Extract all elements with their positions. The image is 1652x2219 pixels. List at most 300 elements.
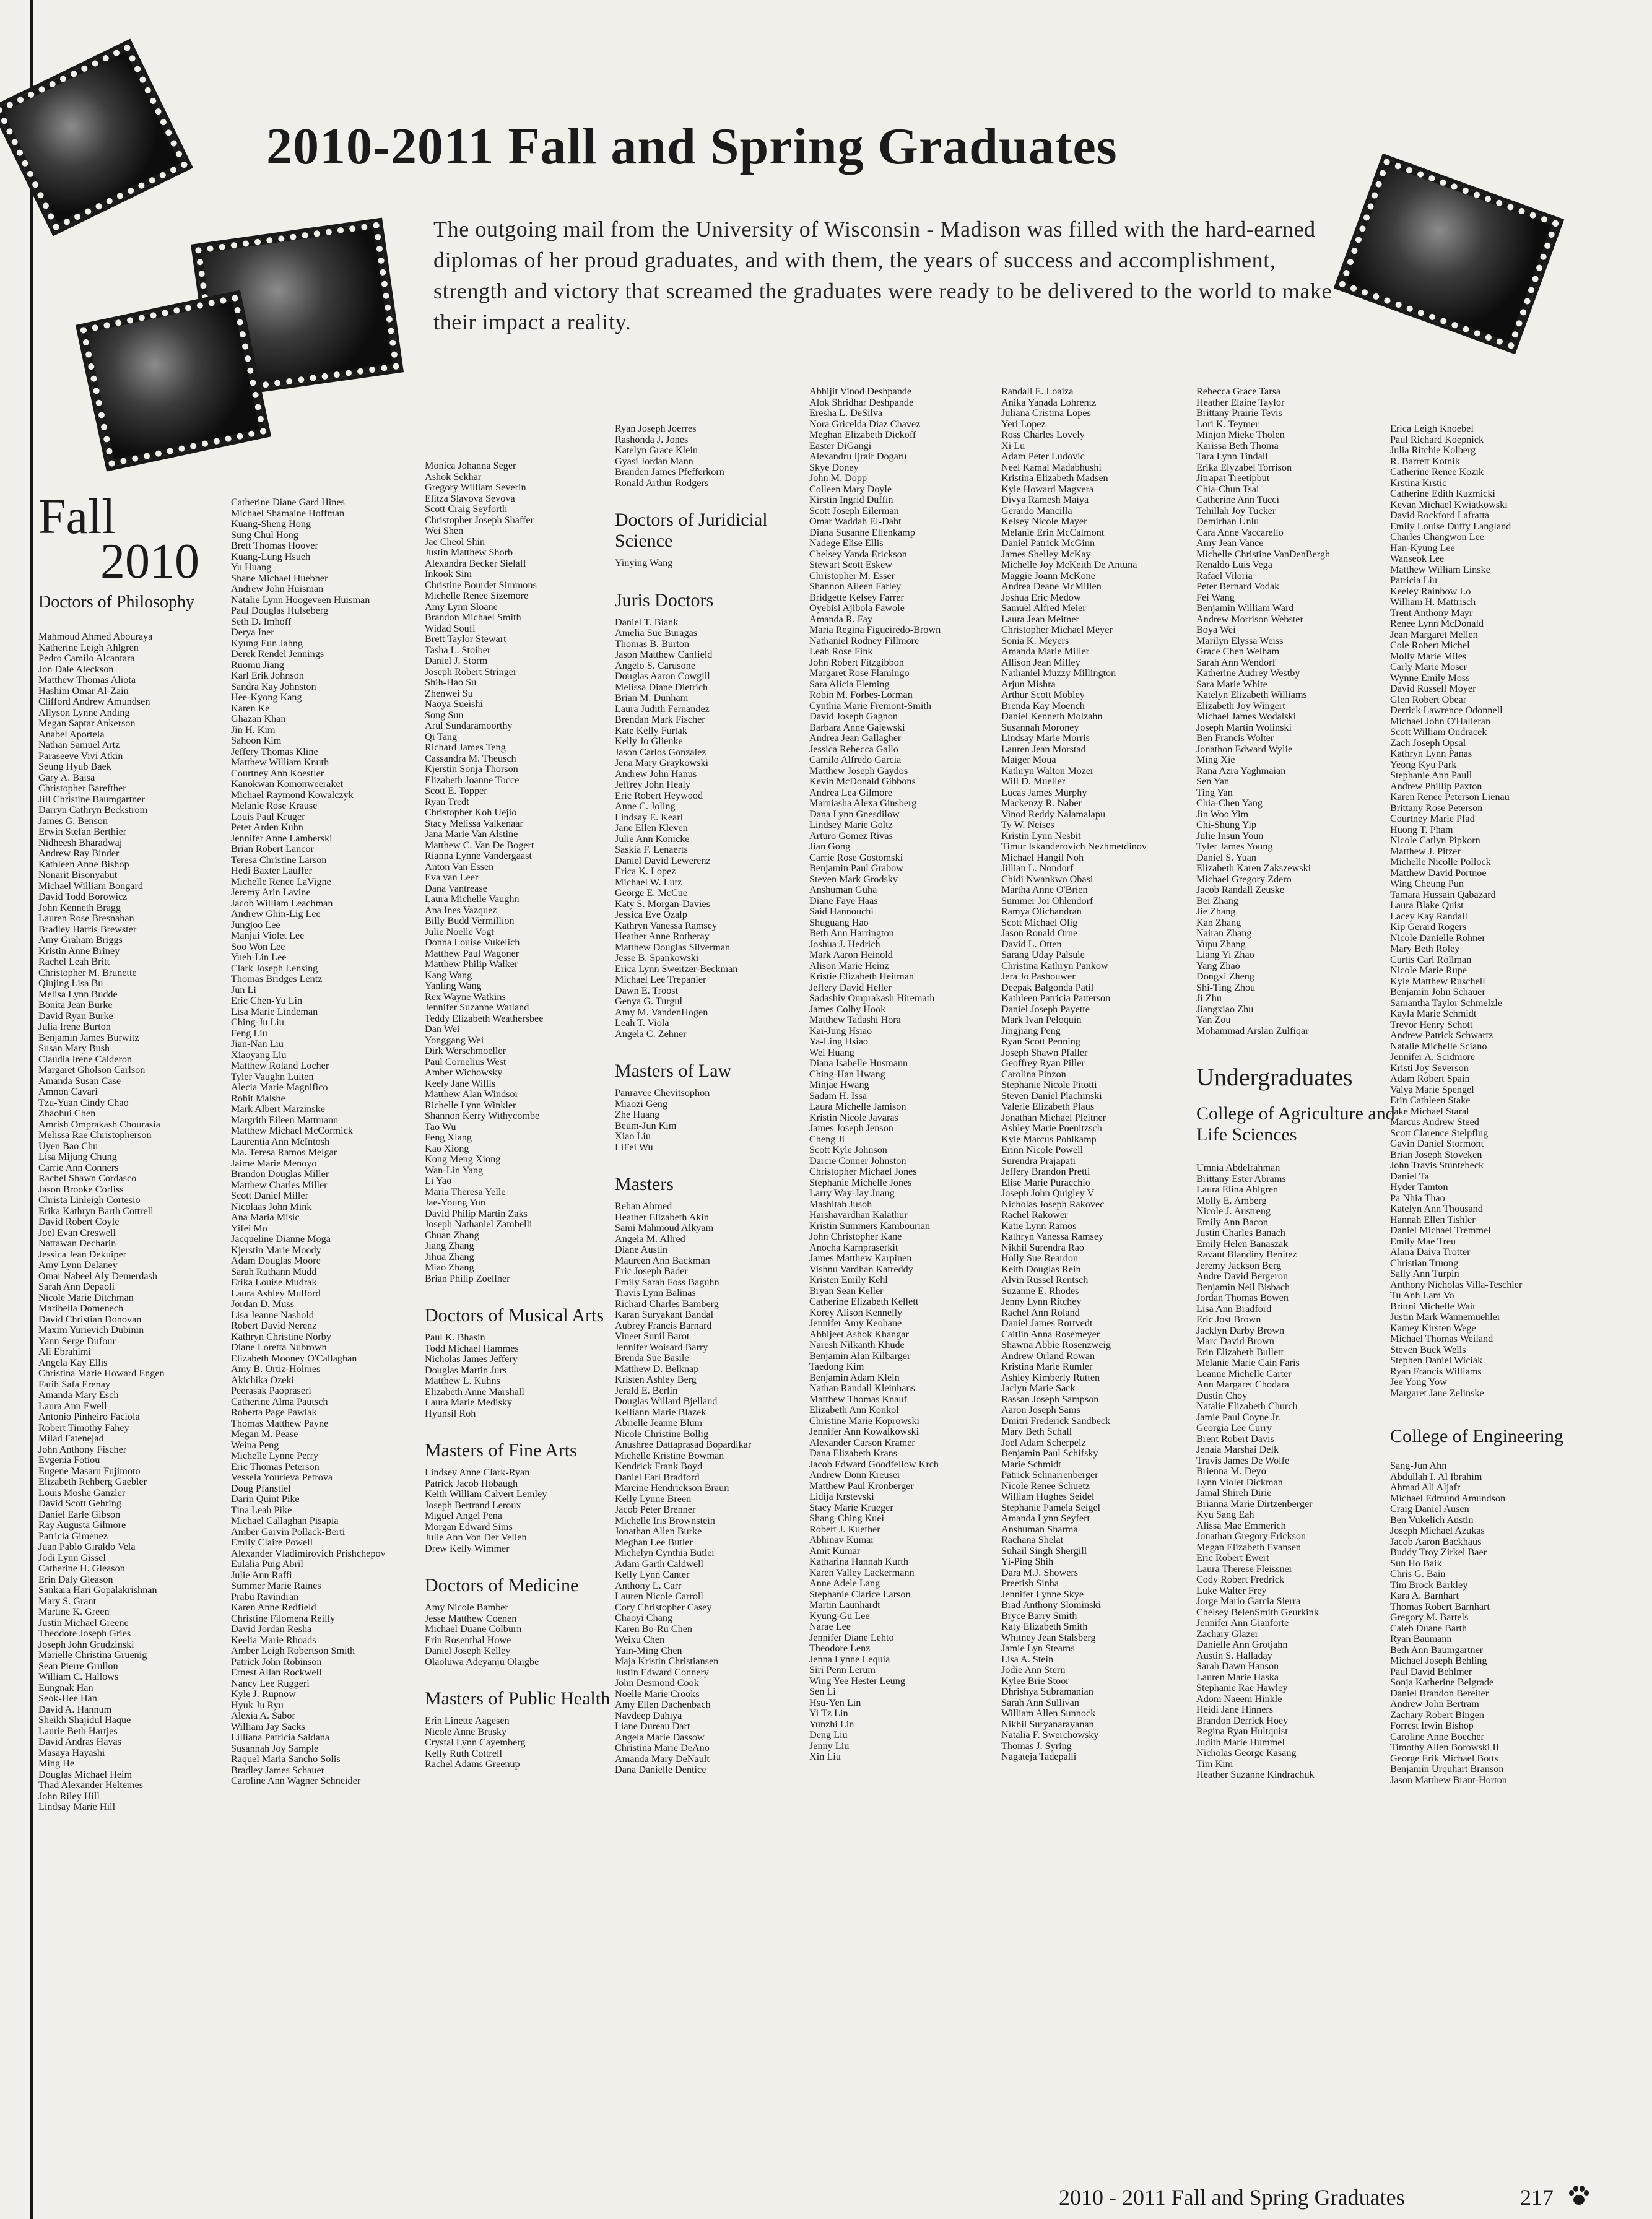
graduate-name: Nonarit Bisonyabut	[38, 869, 118, 880]
graduate-name: Samuel Alfred Meier	[1001, 602, 1086, 614]
graduate-name: Kathryn Walton Mozer	[1001, 765, 1094, 776]
graduate-name: Doug Pfanstiel	[231, 1482, 291, 1494]
graduate-name: Xiaoyang Liu	[231, 1049, 287, 1061]
graduate-name: Jesse Matthew Coenen	[425, 1612, 517, 1624]
graduate-name: David Rockford Lafratta	[1390, 510, 1490, 521]
graduate-name: Keith William Calvert Lemley	[425, 1488, 547, 1500]
graduate-name: Dana Lynn Gnesdilow	[809, 808, 900, 820]
graduate-name: Jodi Lynn Gissel	[38, 1552, 106, 1563]
page-spine-rule	[30, 0, 33, 2219]
graduate-name: Laurie Beth Hartjes	[38, 1725, 118, 1737]
graduate-name: Karan Suryakant Bandal	[615, 1309, 714, 1320]
graduate-name: Angela M. Allred	[615, 1233, 685, 1244]
graduate-name: Rehan Ahmed	[615, 1201, 672, 1212]
graduate-name: Yi Tz Lin	[809, 1708, 848, 1719]
graduate-name: John Anthony Fischer	[38, 1443, 127, 1455]
graduate-name: Derek Rendel Jennings	[231, 648, 324, 659]
graduate-name: Kristin Summers Kambourian	[809, 1220, 931, 1231]
graduate-name: Keely Jane Willis	[425, 1077, 496, 1089]
name-list	[231, 497, 386, 1787]
heading-masters-of-law: Masters of Law	[615, 1061, 732, 1081]
graduate-name: Amanda Susan Case	[38, 1075, 121, 1087]
graduate-name: Kuang-Sheng Hong	[231, 518, 311, 529]
graduate-name: Kyle Marcus Pohlkamp	[1001, 1133, 1097, 1145]
graduate-name: Amanda Lynn Seyfert	[1001, 1513, 1090, 1524]
graduate-name: Marie Schmidt	[1001, 1458, 1061, 1470]
graduate-name: Maja Kristin Christiansen	[615, 1656, 719, 1667]
graduate-name: Arturo Gomez Rivas	[809, 830, 893, 841]
heading-agriculture-life-sciences: College of Agriculture and Life Sciences	[1196, 1103, 1395, 1145]
graduate-name: Thomas Matthew Payne	[231, 1417, 329, 1429]
graduate-name: Leah T. Viola	[615, 1017, 669, 1028]
graduate-name: Branden James Pfefferkorn	[615, 466, 724, 477]
graduate-name: Noelle Marie Crooks	[615, 1688, 700, 1700]
graduate-name: Kamey Kirsten Wege	[1390, 1322, 1476, 1334]
graduate-name: William Jay Sacks	[231, 1721, 305, 1732]
name-list	[615, 1201, 770, 1776]
graduate-name: Wing Yee Hester Leung	[809, 1675, 905, 1687]
graduate-name: Teddy Elizabeth Weathersbee	[425, 1012, 544, 1024]
graduate-name: Lauren Marie Haska	[1196, 1671, 1279, 1683]
graduate-name: Ben Francis Wolter	[1196, 732, 1274, 744]
graduate-name: David Philip Martin Zaks	[425, 1207, 528, 1219]
graduate-name: Summer Joi Ohlendorf	[1001, 895, 1093, 906]
graduate-name: Jin Woo Yim	[1196, 808, 1249, 820]
graduate-name: Catherine Renee Kozik	[1390, 466, 1484, 477]
graduate-name: Juan Pablo Giraldo Vela	[38, 1541, 136, 1552]
graduate-name: Stacy Melissa Valkenaar	[425, 817, 523, 829]
graduate-name: Jeremy Arin Lavine	[231, 887, 311, 898]
graduate-name: Ramya Olichandran	[1001, 906, 1082, 917]
graduate-name: Erica Leigh Knoebel	[1390, 423, 1474, 434]
graduate-name: Michelle Renee LaVigne	[231, 875, 331, 887]
graduate-name: Daniel S. Yuan	[1196, 851, 1256, 863]
graduate-name: Cara Anne Vaccarello	[1196, 526, 1284, 538]
graduate-name: Kip Gerard Rogers	[1390, 921, 1467, 932]
graduate-name: Angela Marie Dassow	[615, 1731, 705, 1743]
graduate-name: Drew Kelly Wimmer	[425, 1542, 510, 1554]
graduate-name: James Colby Hook	[809, 1003, 886, 1015]
graduate-name: Song Sun	[425, 709, 464, 721]
graduate-name: David Jordan Resha	[231, 1623, 312, 1635]
graduate-name: Sen Yan	[1196, 776, 1230, 787]
graduate-name: Minjon Mieke Tholen	[1196, 429, 1285, 440]
graduate-name: Rianna Lynne Vandergaast	[425, 850, 532, 861]
graduate-name: Justin Mark Wannemuehler	[1390, 1311, 1501, 1322]
graduate-name: Justin Edward Connery	[615, 1666, 709, 1678]
graduate-name: Joseph Martin Wolinski	[1196, 721, 1292, 733]
graduate-name: Patrick Jacob Hobaugh	[425, 1477, 518, 1489]
graduate-name: Skye Doney	[809, 461, 859, 473]
graduate-name: Ryan Baumann	[1390, 1633, 1452, 1644]
graduate-name: Nicole Marie Ditchman	[38, 1292, 134, 1303]
graduate-name: Lindsey Anne Clark-Ryan	[425, 1467, 530, 1478]
graduate-name: Christopher Koh Uejio	[425, 807, 517, 818]
graduate-name: Lisa Marie Lindeman	[231, 1005, 318, 1017]
graduate-name: Julia Irene Burton	[38, 1021, 111, 1032]
graduate-name: Teresa Christine Larson	[231, 854, 327, 866]
graduate-name: Michelle Iris Brownstein	[615, 1514, 715, 1526]
graduate-name: Siri Penn Lerum	[809, 1664, 876, 1675]
graduate-name: Jorge Mario Garcia Sierra	[1196, 1596, 1301, 1607]
graduate-name: Kyung-Gu Lee	[809, 1610, 870, 1622]
graduate-name: Georgia Lee Curry	[1196, 1422, 1272, 1433]
graduate-name: Michael Hangil Noh	[1001, 851, 1084, 863]
graduate-name: John Riley Hill	[38, 1790, 100, 1802]
graduate-name: Jacklyn Darby Brown	[1196, 1324, 1285, 1336]
graduate-name: Tyler James Young	[1196, 841, 1273, 852]
graduate-name: Matthew William Knuth	[231, 757, 329, 768]
graduate-name: Yu Huang	[231, 562, 272, 573]
graduate-name: Bonita Jean Burke	[38, 999, 113, 1010]
graduate-name: Ma. Teresa Ramos Melgar	[231, 1147, 337, 1158]
graduate-name: Nathaniel Rodney Fillmore	[809, 635, 919, 646]
graduate-name: Stewart Scott Eskew	[809, 559, 892, 570]
graduate-name: Jessica Jean Dekuiper	[38, 1248, 127, 1260]
graduate-name: Douglas Willard Bjelland	[615, 1396, 718, 1407]
graduate-name: Mohammad Arslan Zulfiqar	[1196, 1025, 1309, 1036]
graduate-name: Michael William Bongard	[38, 880, 143, 892]
graduate-name: Adam Peter Ludovic	[1001, 451, 1085, 462]
graduate-name: Jenny Liu	[809, 1740, 850, 1752]
graduate-name: Christopher Barefther	[38, 783, 126, 794]
graduate-name: Jae Cheol Shin	[425, 536, 485, 547]
name-list	[615, 1088, 770, 1153]
graduate-name: Peerasak Paopraserí	[231, 1385, 311, 1396]
graduate-name: Megan Elizabeth Evansen	[1196, 1541, 1302, 1553]
graduate-name: Erin Daly Gleason	[38, 1573, 113, 1585]
column-7	[1196, 386, 1401, 1781]
graduate-name: Christopher Joseph Shaffer	[425, 514, 534, 526]
graduate-name: Preetish Sinha	[1001, 1578, 1059, 1589]
graduate-name: Michelle Lynne Perry	[231, 1450, 319, 1461]
graduate-name: Feng Xiang	[425, 1132, 472, 1143]
graduate-name: Ashley Marie Poenitzsch	[1001, 1123, 1102, 1134]
graduate-name: Nicolaas John Mink	[231, 1201, 312, 1212]
graduate-name: Benjamin Paul Grabow	[809, 862, 903, 874]
graduate-name: Shi-Ting Zhou	[1196, 981, 1256, 993]
graduate-name: Anton Van Essen	[425, 861, 494, 872]
graduate-name: Christopher M. Esser	[809, 570, 895, 581]
column-4	[615, 423, 770, 1776]
graduate-name: Dawn E. Troost	[615, 984, 679, 996]
graduate-name: Erica Lynn Sweitzer-Beckman	[615, 963, 738, 975]
graduate-name: Meghan Lee Butler	[615, 1536, 693, 1548]
graduate-name: Beth Ann Baumgartner	[1390, 1644, 1484, 1656]
graduate-name: Dongxi Zheng	[1196, 971, 1254, 982]
graduate-name: Deepak Balgonda Patil	[1001, 981, 1094, 993]
graduate-name: Stephanie Rae Hawley	[1196, 1682, 1288, 1693]
graduate-name: Joseph Nathaniel Zambelli	[425, 1218, 533, 1230]
graduate-name: Dara M.J. Showers	[1001, 1566, 1079, 1578]
graduate-name: Jian-Nan Liu	[231, 1038, 284, 1049]
graduate-name: Daniel Earle Gibson	[38, 1508, 121, 1520]
graduate-name: Lindsay Marie Hill	[38, 1801, 116, 1812]
graduate-name: Justin Matthew Shorb	[425, 547, 513, 558]
graduate-name: Marielle Christina Gruenig	[38, 1649, 147, 1661]
graduate-name: John M. Dopp	[809, 472, 867, 484]
graduate-name: Lacey Kay Randall	[1390, 910, 1467, 922]
graduate-name: Scott Daniel Miller	[231, 1190, 308, 1201]
graduate-name: Amnon Cavari	[38, 1086, 98, 1097]
graduate-name: Julie Ann Konicke	[615, 833, 690, 845]
graduate-name: Elizabeth Joy Wingert	[1196, 700, 1285, 711]
graduate-name: Liang Yi Zhao	[1196, 949, 1254, 960]
graduate-name: Nathan Randall Kleinhans	[809, 1383, 915, 1394]
graduate-name: Eric Robert Heywood	[615, 789, 703, 801]
graduate-name: Diane Loretta Nubrown	[231, 1342, 327, 1353]
graduate-name: Ting Yan	[1196, 786, 1233, 798]
graduate-name: Kyle Howard Magvera	[1001, 483, 1094, 495]
graduate-name: Kelly Ruth Cottrell	[425, 1747, 502, 1759]
graduate-name: Ray Augusta Gilmore	[38, 1519, 126, 1531]
graduate-name: Daniel T. Biank	[615, 616, 679, 628]
photo-stamp-commencement	[1338, 158, 1559, 349]
graduate-name: Prabu Ravindran	[231, 1591, 299, 1602]
graduate-name: Taedong Kim	[809, 1361, 864, 1372]
graduate-name: Yeong Kyu Park	[1390, 758, 1457, 770]
graduate-name: Hyunsil Roh	[425, 1407, 476, 1419]
graduate-name: Matthew Alan Windsor	[425, 1088, 519, 1100]
graduate-name: Masaya Hayashi	[38, 1747, 105, 1758]
graduate-name: Thomas B. Burton	[615, 638, 690, 649]
graduate-name: Adam Douglas Moore	[231, 1255, 321, 1266]
graduate-name: Kara A. Barnhart	[1390, 1590, 1459, 1601]
graduate-name: Angela C. Zehner	[615, 1028, 687, 1040]
graduate-name: Molly Marie Miles	[1390, 650, 1467, 662]
graduate-name: Samantha Taylor Schmelzle	[1390, 997, 1503, 1009]
graduate-name: Wing Cheung Pun	[1390, 878, 1464, 889]
graduate-name: Emily Sarah Foss Baguhn	[615, 1276, 719, 1288]
graduate-name: Katelyn Ann Thousand	[1390, 1203, 1483, 1214]
graduate-name: Jeffery Thomas Kline	[231, 745, 318, 757]
graduate-name: Amelia Sue Buragas	[615, 627, 698, 638]
graduate-name: Gregory William Severin	[425, 482, 526, 493]
graduate-name: Theodore Lenz	[809, 1643, 871, 1654]
paw-print-icon	[1567, 2183, 1591, 2208]
graduate-name: Zhe Huang	[615, 1109, 660, 1120]
graduate-name: Jennifer Ann Kowalkowski	[809, 1426, 919, 1437]
graduate-name: Tina Leah Pike	[231, 1504, 292, 1516]
graduate-name: Michelle Kristine Bowman	[615, 1449, 724, 1461]
graduate-name: Amanda Mary Esch	[38, 1389, 119, 1400]
graduate-name: Jamie Paul Coyne Jr.	[1196, 1411, 1280, 1423]
graduate-name: Justin Charles Banach	[1196, 1227, 1285, 1238]
graduate-name: Jacqueline Dianne Moga	[231, 1233, 331, 1244]
graduate-name: Michael Raymond Kowalczyk	[231, 789, 354, 801]
graduate-name: Laura Elina Ahlgren	[1196, 1184, 1279, 1195]
graduate-name: Andrew Ray Binder	[38, 848, 120, 859]
graduate-name: Amber Garvin Pollack-Berti	[231, 1526, 346, 1537]
graduate-name: Matthew Roland Locher	[231, 1060, 329, 1071]
graduate-name: Wan-Lin Yang	[425, 1164, 484, 1176]
graduate-name: Zach Joseph Opsal	[1390, 737, 1466, 749]
graduate-name: Will D. Mueller	[1001, 776, 1066, 787]
graduate-name: Christina Kathryn Pankow	[1001, 960, 1108, 971]
graduate-name: Dmitri Frederick Sandbeck	[1001, 1415, 1111, 1426]
graduate-name: Alexander Vladimirovich Prishchepov	[231, 1547, 386, 1559]
graduate-name: Grace Chen Welham	[1196, 646, 1280, 657]
graduate-name: Michelle Christine VanDenBergh	[1196, 548, 1331, 560]
graduate-name: Gregory M. Bartels	[1390, 1612, 1469, 1623]
graduate-name: Martine K. Green	[38, 1606, 110, 1617]
graduate-name: Shih-Hao Su	[425, 677, 477, 688]
graduate-name: Matthew Paul Kronberger	[809, 1480, 914, 1492]
graduate-name: Nicole Catlyn Pipkorn	[1390, 835, 1480, 846]
graduate-name: Austin S. Halladay	[1196, 1649, 1272, 1661]
graduate-name: Lori K. Teymer	[1196, 418, 1259, 430]
graduate-name: Patricia Liu	[1390, 575, 1437, 586]
graduate-name: Angelo S. Carusone	[615, 659, 695, 671]
graduate-name: Ji Zhu	[1196, 992, 1222, 1004]
graduate-name: Dirk Werschmoeller	[425, 1045, 506, 1056]
graduate-name: Hedi Baxter Lauffer	[231, 865, 312, 876]
graduate-name: Tim Kim	[1196, 1758, 1233, 1770]
graduate-name: Joseph John Grudzinski	[38, 1638, 134, 1650]
graduate-name: Andrew Donn Kreuser	[809, 1469, 901, 1480]
graduate-name: Forrest Irwin Bishop	[1390, 1720, 1474, 1731]
graduate-name: Melissa Rae Christopherson	[38, 1129, 152, 1140]
graduate-name: Evgenia Fotiou	[38, 1454, 100, 1466]
graduate-name: Daniel Ta	[1390, 1170, 1429, 1182]
graduate-name: Easter DiGangi	[809, 440, 872, 451]
graduate-name: Brianna Marie Dirtzenberger	[1196, 1498, 1313, 1509]
name-list	[1001, 386, 1147, 1763]
graduate-name: Cody Robert Fredrick	[1196, 1574, 1285, 1585]
graduate-name: Elise Marie Puracchio	[1001, 1176, 1090, 1188]
graduate-name: Erwin Stefan Berthier	[38, 826, 127, 837]
graduate-name: Clifford Andrew Amundsen	[38, 696, 150, 707]
graduate-name: Natalie Elizabeth Church	[1196, 1400, 1298, 1412]
graduate-name: Kendrick Frank Boyd	[615, 1461, 703, 1472]
graduate-name: Benjamin Paul Schifsky	[1001, 1448, 1098, 1459]
graduate-name: Robert David Nerenz	[231, 1320, 317, 1331]
graduate-name: Camilo Alfredo Garcia	[809, 754, 902, 765]
graduate-name: Michael Gregory Zdero	[1196, 873, 1292, 885]
graduate-name: Navdeep Dahiya	[615, 1709, 682, 1721]
graduate-name: Maureen Ann Backman	[615, 1254, 710, 1266]
graduate-name: Liane Dureau Dart	[615, 1721, 690, 1732]
graduate-name: Thomas Bridges Lentz	[231, 973, 323, 984]
name-list	[425, 1467, 610, 1554]
graduate-name: Darcie Conner Johnston	[809, 1155, 906, 1166]
graduate-name: Wanseok Lee	[1390, 553, 1445, 564]
graduate-name: Yunzhi Lin	[809, 1718, 854, 1730]
graduate-name: Sen Li	[809, 1686, 836, 1697]
graduate-name: Eric Robert Ewert	[1196, 1552, 1269, 1563]
graduate-name: Jillian L. Nondorf	[1001, 862, 1074, 874]
graduate-name: Brian Joseph Stoveken	[1390, 1149, 1482, 1160]
graduate-name: Cole Robert Michel	[1390, 640, 1470, 651]
graduate-name: Katie Lynn Ramos	[1001, 1220, 1077, 1231]
name-list	[425, 461, 610, 1284]
graduate-name: Katelyn Elizabeth Williams	[1196, 689, 1307, 700]
graduate-name: Michael Edmund Amundson	[1390, 1492, 1506, 1504]
graduate-name: Daniel Earl Bradford	[615, 1471, 700, 1483]
graduate-name: Katherine Leigh Ahlgren	[38, 641, 139, 653]
graduate-name: Matthew Douglas Silverman	[615, 941, 731, 953]
graduate-name: Kayla Marie Schmidt	[1390, 1008, 1477, 1019]
graduate-name: Catherine Alma Pautsch	[231, 1396, 328, 1407]
graduate-name: George Erik Michael Botts	[1390, 1752, 1498, 1764]
graduate-name: David Andras Havas	[38, 1736, 121, 1747]
graduate-name: Julia Ritchie Kolberg	[1390, 445, 1476, 456]
graduate-name: Wei Shen	[425, 525, 464, 536]
graduate-name: Kelliann Marie Blazek	[615, 1406, 706, 1418]
graduate-name: Heidi Jane Hinners	[1196, 1704, 1274, 1715]
graduate-name: Douglas Aaron Cowgill	[615, 671, 710, 682]
graduate-name: Derya Iner	[231, 627, 274, 638]
graduate-name: Natalie Lynn Hoogeveen Huisman	[231, 594, 370, 606]
graduate-name: Nathan Samuel Artz	[38, 739, 120, 750]
graduate-name: Emily Helen Banaszak	[1196, 1238, 1289, 1249]
graduate-name: Jie Zhang	[1196, 906, 1236, 917]
graduate-name: William Hughes Seidel	[1001, 1491, 1095, 1502]
graduate-name: Lynn Violet Dickman	[1196, 1476, 1283, 1488]
graduate-name: Carly Marie Moser	[1390, 661, 1467, 672]
graduate-name: Nattawan Decharin	[38, 1238, 116, 1249]
graduate-name: Nicole Christine Bollig	[615, 1428, 709, 1440]
graduate-name: Bryan Sean Keller	[809, 1285, 884, 1296]
graduate-name: Jonathon Edward Wylie	[1196, 743, 1293, 755]
graduate-name: Chelsey Yanda Erickson	[809, 548, 907, 560]
name-list	[425, 1332, 610, 1419]
graduate-name: Chia-Chun Tsai	[1196, 483, 1259, 495]
graduate-name: Manjui Violet Lee	[231, 930, 305, 941]
graduate-name: Alexandra Becker Sielaff	[425, 557, 527, 569]
graduate-name: Nicholas Joseph Rakovec	[1001, 1198, 1105, 1210]
graduate-name: Sally Ann Turpin	[1390, 1268, 1459, 1279]
graduate-name: Erin Elizabeth Bullett	[1196, 1346, 1284, 1358]
graduate-name: James Matthew Karpinen	[809, 1253, 912, 1264]
graduate-name: Omar Nabeel Aly Demerdash	[38, 1270, 157, 1282]
graduate-name: Sahoon Kim	[231, 735, 282, 746]
graduate-name: Alok Shridhar Deshpande	[809, 396, 914, 408]
graduate-name: Shang-Ching Kuei	[809, 1513, 884, 1524]
graduate-name: Ty W. Neises	[1001, 819, 1054, 830]
graduate-name: Brett Taylor Stewart	[425, 633, 506, 645]
graduate-name: Alexandru Ijrair Dogaru	[809, 451, 907, 462]
graduate-name: Eungnak Han	[38, 1682, 93, 1693]
graduate-name: David Todd Borowicz	[38, 891, 128, 902]
graduate-name: Stephanie Nicole Pitotti	[1001, 1079, 1097, 1090]
graduate-name: Andrew John Bertram	[1390, 1698, 1479, 1709]
graduate-name: James G. Benson	[38, 815, 108, 827]
graduate-name: David A. Hannum	[38, 1703, 112, 1715]
graduate-name: Kelly Lynn Canter	[615, 1569, 690, 1580]
graduate-name: Dustin Choy	[1196, 1389, 1248, 1401]
graduate-name: Amrish Omprakash Chourasia	[38, 1118, 160, 1130]
graduate-name: Beth Ann Harrington	[809, 927, 894, 939]
graduate-name: John Robert Fitzgibbon	[809, 656, 904, 668]
graduate-name: Abdullah I. Al Ibrahim	[1390, 1470, 1482, 1482]
graduate-name: Lilliana Patricia Saldana	[231, 1732, 330, 1743]
graduate-name: John Christopher Kane	[809, 1231, 902, 1242]
column-3	[425, 461, 610, 1770]
graduate-name: Cynthia Marie Fremont-Smith	[809, 700, 931, 711]
graduate-name: Widad Soufi	[425, 622, 476, 634]
name-list	[425, 1716, 610, 1770]
graduate-name: Sara Alicia Fleming	[809, 678, 890, 690]
graduate-name: David Russell Moyer	[1390, 683, 1476, 694]
graduate-name: Anne C. Joling	[615, 801, 676, 812]
graduate-name: Benjamin Neil Bisbach	[1196, 1281, 1290, 1293]
graduate-name: Joseph Michael Azukas	[1390, 1525, 1485, 1536]
graduate-name: Abhijit Vinod Deshpande	[809, 386, 912, 397]
graduate-name: Elizabeth Ann Konkol	[809, 1404, 899, 1415]
graduate-name: Thad Alexander Heltemes	[38, 1779, 144, 1791]
graduate-name: Alvin Russel Rentsch	[1001, 1274, 1089, 1285]
